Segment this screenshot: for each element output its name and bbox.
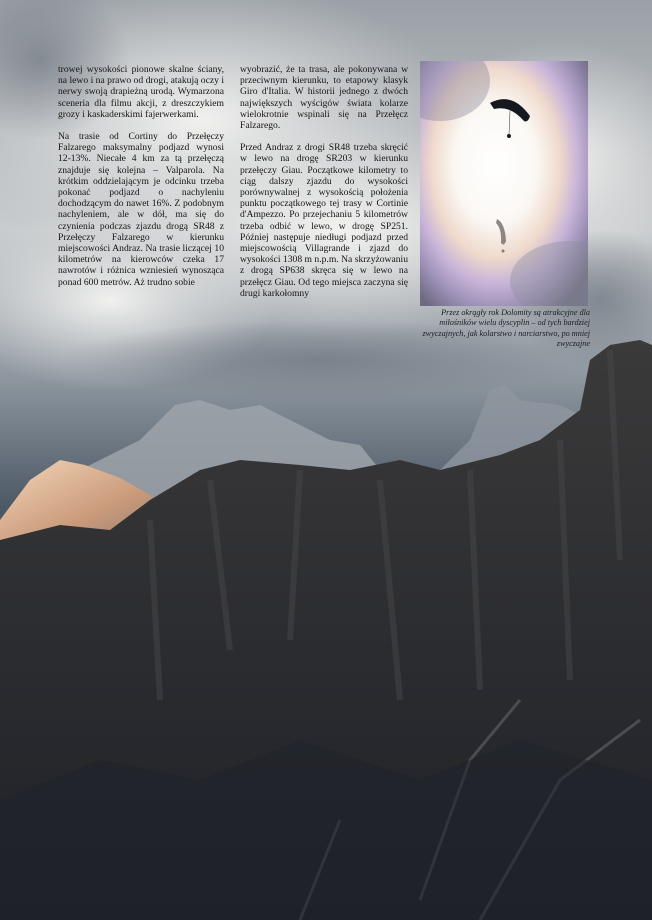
article-paragraph: Przed Andraz z drogi SR48 trzeba skręcić w lewo na drogę SR203 w kierunku przełęczy Giau. Początkowe kilometry to ciąg dalszy zjazdu do wysokości porównywalnej z wysokością położenia punktu początkowego tej trasy w Cortinie d'Ampezzo. Po przejechaniu 5 kilometrów trzeba odbić w lewo, w drogę SP251. Później następuje niedługi podjazd przed miejscowością Villagrande i zjazd do wysokości 1308 m n.p.m. Na skrzyżowaniu z drogą SP638 skręca się w lewo na przełęcz Giau. Od tego miejsca zaczyna się drugi karkołomny [240,142,408,299]
paragliding-photo [420,61,588,306]
article-paragraph: Na trasie od Cortiny do Przełęczy Falzarego maksymalny podjazd wynosi 12-13%. Niecałe 4 km za tą przełęczą znajduje się kolejna – Valparola. Na krótkim oddzielającym je odcinku trzeba pokonać podjazd o nachyleniu dochodzącym do nawet 16%. Z podobnym nachyleniem, ale w dół, ma się do czynienia podczas zjazdu drogą SR48 z Przełęczy Falzarego w kierunku miejscowości Andraz. Na trasie liczącej 10 kilometrów na kierowców czeka 17 nawrotów i różnica wzniesień wynosząca ponad 600 metrów. Aż trudno sobie [58,131,224,288]
article-column-2 [240,64,408,310]
article-paragraph: trowej wysokości pionowe skalne ściany, na lewo i na prawo od drogi, atakują oczy i nerwy swoją drapieżną urodą. Wymarzona sceneria dla filmu akcji, z dreszczykiem grozy i kaskaderskimi fajerwerkami. [58,64,224,120]
paragliders-image [420,61,588,306]
photo-caption: Przez okrągły rok Dolomity są atrakcyjne dla miłośników wielu dyscyplin – od tych bardziej zwyczajnych, jak kolarstwo i narciarstwo, po mniej zwyczajne [422,308,590,349]
article-paragraph: wyobrazić, że ta trasa, ale pokonywana w przeciwnym kierunku, to etapowy klasyk Giro d'Italia. W historii jednego z dwóch największych wyścigów świata kolarze wielokrotnie wspinali się na Przełęcz Falzarego. [240,64,408,132]
article-column-1 [58,64,224,299]
